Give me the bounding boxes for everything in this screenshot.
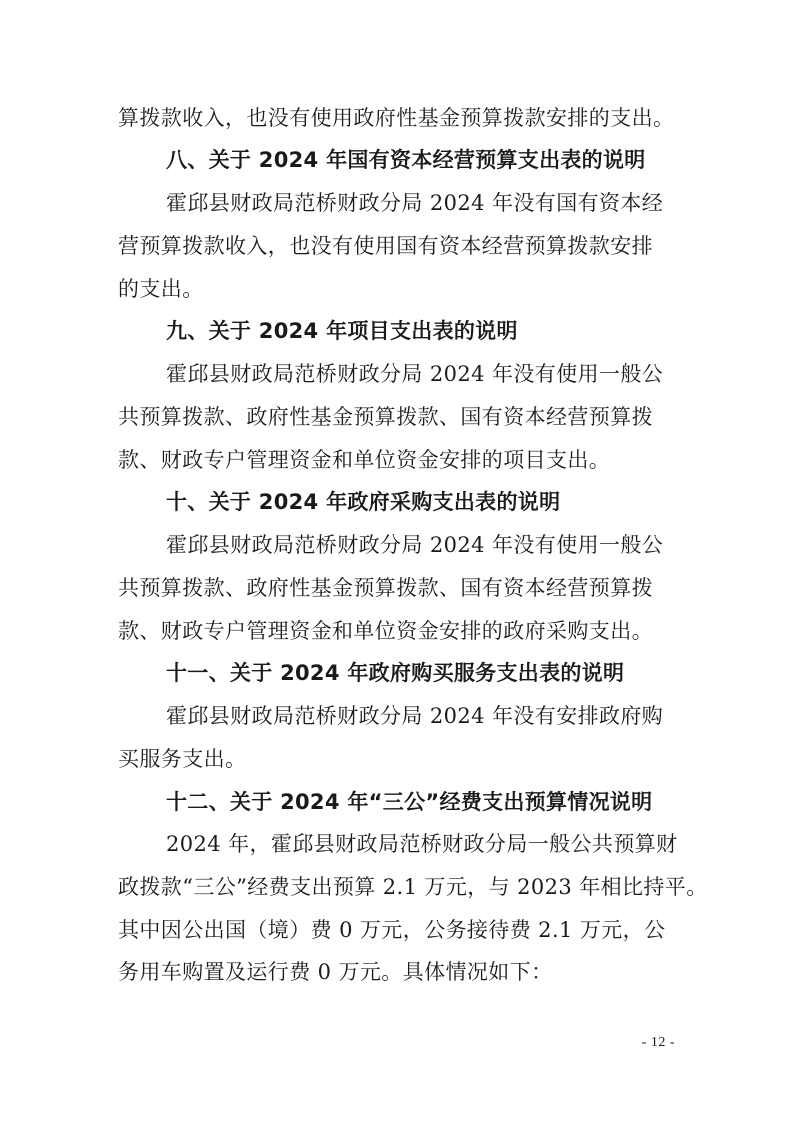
body-text-line: 其中因公出国（境）费 0 万元，公务接待费 2.1 万元，公 bbox=[118, 918, 666, 942]
section-heading-8: 八、关于 2024 年国有资本经营预算支出表的说明 bbox=[166, 148, 646, 172]
section-heading-10: 十、关于 2024 年政府采购支出表的说明 bbox=[166, 490, 561, 514]
body-text-line: 务用车购置及运行费 0 万元。具体情况如下： bbox=[118, 960, 553, 984]
section-heading-12: 十二、关于 2024 年“三公”经费支出预算情况说明 bbox=[166, 790, 653, 814]
body-text-line: 2024 年，霍邱县财政局范桥财政分局一般公共预算财 bbox=[166, 832, 678, 856]
body-text-line: 霍邱县财政局范桥财政分局 2024 年没有使用一般公 bbox=[166, 362, 664, 386]
body-text-line: 共预算拨款、政府性基金预算拨款、国有资本经营预算拨 bbox=[118, 405, 653, 429]
section-heading-9: 九、关于 2024 年项目支出表的说明 bbox=[166, 319, 518, 343]
body-text-line: 霍邱县财政局范桥财政分局 2024 年没有安排政府购 bbox=[166, 704, 664, 728]
section-heading-11: 十一、关于 2024 年政府购买服务支出表的说明 bbox=[166, 661, 625, 685]
body-text-line: 买服务支出。 bbox=[118, 747, 247, 771]
body-text-line: 霍邱县财政局范桥财政分局 2024 年没有国有资本经 bbox=[166, 191, 664, 215]
body-text-line: 的支出。 bbox=[118, 277, 204, 301]
body-text-line: 款、财政专户管理资金和单位资金安排的政府采购支出。 bbox=[118, 619, 653, 643]
body-text-line: 政拨款“三公”经费支出预算 2.1 万元，与 2023 年相比持平。 bbox=[118, 875, 708, 899]
body-text-line: 霍邱县财政局范桥财政分局 2024 年没有使用一般公 bbox=[166, 533, 664, 557]
body-text-line: 营预算拨款收入，也没有使用国有资本经营预算拨款安排 bbox=[118, 234, 653, 258]
body-text-line: 共预算拨款、政府性基金预算拨款、国有资本经营预算拨 bbox=[118, 576, 653, 600]
page-number: - 12 - bbox=[641, 1035, 675, 1050]
body-text-line: 算拨款收入，也没有使用政府性基金预算拨款安排的支出。 bbox=[118, 106, 675, 130]
body-text-line: 款、财政专户管理资金和单位资金安排的项目支出。 bbox=[118, 448, 611, 472]
